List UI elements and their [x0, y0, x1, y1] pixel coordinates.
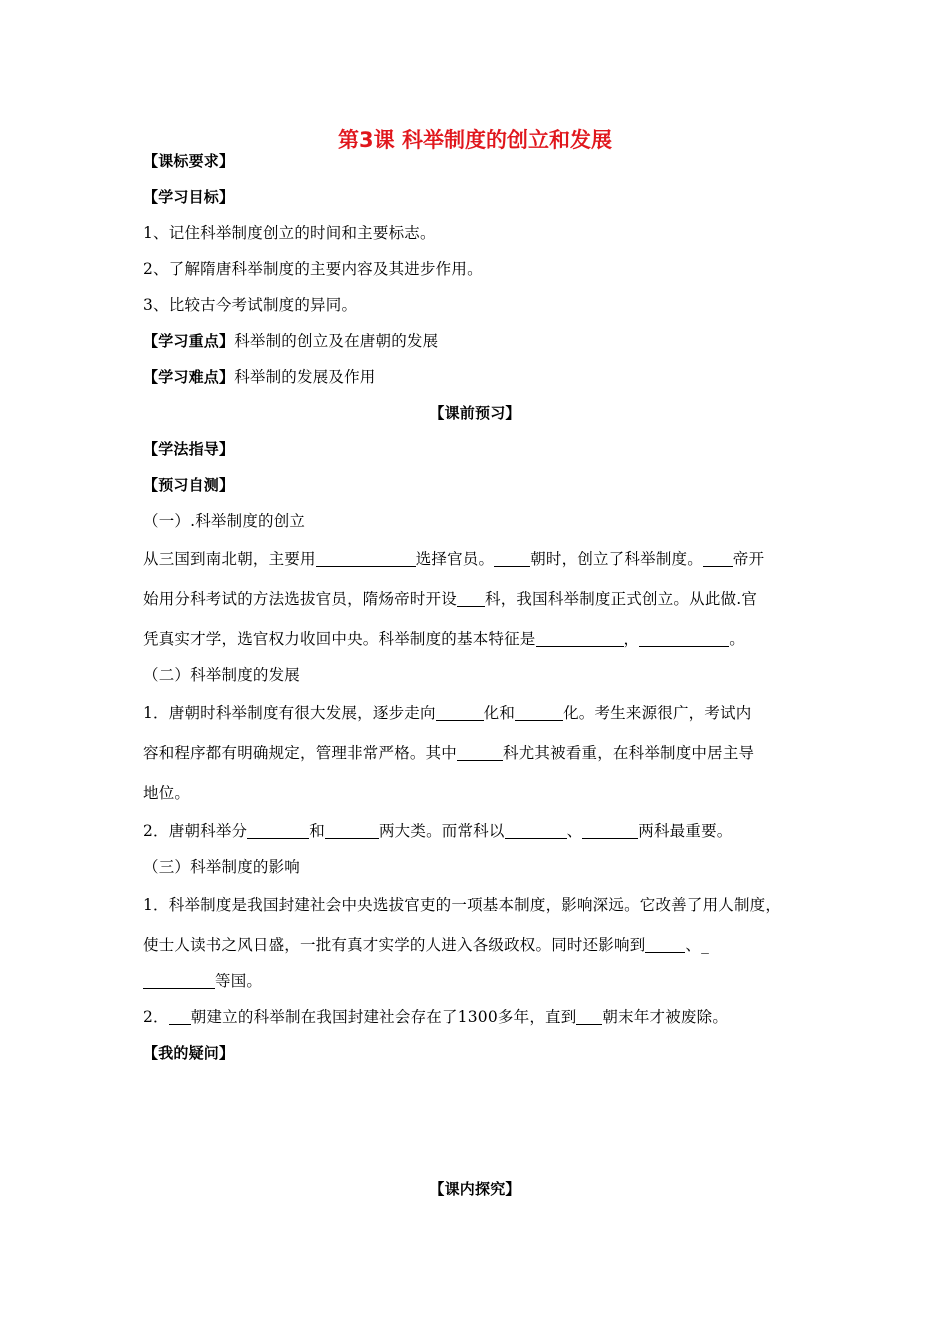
- text-segment: 朝时，创立了科举制度。: [530, 550, 703, 568]
- text-segment: 。: [729, 630, 745, 648]
- blank[interactable]: [494, 550, 530, 567]
- text-segment: 两大类。而常科以: [378, 822, 505, 840]
- objective-item-3: 3、比较古今考试制度的异同。: [143, 296, 358, 314]
- blank[interactable]: [316, 550, 416, 567]
- section-2-line-1: [143, 702, 823, 724]
- text-segment: 容和程序都有明确规定，管理非常严格。其中: [143, 744, 458, 762]
- section-3-line-4: [143, 1006, 823, 1028]
- blank[interactable]: [143, 972, 215, 989]
- blank[interactable]: [703, 550, 733, 567]
- text-segment: 选择官员。: [415, 550, 495, 568]
- objectives-heading: 【学习目标】: [143, 188, 235, 206]
- difficulty-label: 【学习难点】: [143, 368, 235, 386]
- curriculum-heading: 【课标要求】: [143, 152, 235, 170]
- blank[interactable]: [505, 822, 567, 839]
- text-segment: 1．唐朝时科举制度有很大发展，逐步走向: [143, 704, 436, 722]
- section-3-line-2: [143, 934, 823, 956]
- lesson-title: 第3课 科举制度的创立和发展: [338, 128, 612, 152]
- blank[interactable]: [645, 936, 685, 953]
- text-segment: 始用分科考试的方法选拔官员，隋炀帝时开设: [143, 590, 458, 608]
- text-segment: 朝末年才被废除。: [602, 1008, 729, 1026]
- section-3-heading: （三）科举制度的影响: [143, 858, 301, 876]
- blank[interactable]: [515, 704, 563, 721]
- key-point-row: [143, 330, 823, 352]
- text-segment: 科尤其被看重，在科举制度中居主导: [503, 744, 755, 762]
- text-segment: 科，我国科举制度正式创立。从此做.官: [485, 590, 758, 608]
- self-test-heading: 【预习自测】: [143, 476, 235, 494]
- section-2-line-2: [143, 742, 823, 764]
- text-segment: 2．唐朝科举分: [143, 822, 248, 840]
- blank[interactable]: [247, 822, 309, 839]
- objective-item-1: 1、记住科举制度创立的时间和主要标志。: [143, 224, 436, 242]
- questions-heading: 【我的疑问】: [143, 1044, 235, 1062]
- section-1-line-1: [143, 548, 823, 570]
- key-point-text: 科举制的创立及在唐朝的发展: [234, 332, 439, 350]
- section-1-line-2: [143, 588, 823, 610]
- text-segment: 朝建立的科举制在我国封建社会存在了1300多年，直到: [190, 1008, 577, 1026]
- blank[interactable]: [536, 630, 624, 647]
- section-2-line-3: 地位。: [143, 784, 191, 802]
- blank[interactable]: [325, 822, 379, 839]
- blank[interactable]: [169, 1008, 191, 1025]
- section-2-line-4: [143, 820, 823, 842]
- difficulty-row: [143, 366, 823, 388]
- text-segment: 和: [309, 822, 325, 840]
- inquiry-heading: 【课内探究】: [429, 1180, 521, 1198]
- text-segment: 、_: [685, 936, 710, 954]
- text-segment: 化。考生来源很广，考试内: [563, 704, 752, 722]
- blank[interactable]: [576, 1008, 602, 1025]
- blank[interactable]: [582, 822, 638, 839]
- blank[interactable]: [457, 590, 485, 607]
- section-3-line-3: [143, 970, 823, 992]
- difficulty-text: 科举制的发展及作用: [234, 368, 376, 386]
- blank[interactable]: [436, 704, 484, 721]
- section-1-heading: （一）.科举制度的创立: [143, 512, 306, 530]
- text-segment: 使士人读书之风日盛，一批有真才实学的人进入各级政权。同时还影响到: [143, 936, 646, 954]
- objective-item-2: 2、了解隋唐科举制度的主要内容及其进步作用。: [143, 260, 483, 278]
- blank[interactable]: [639, 630, 729, 647]
- method-heading: 【学法指导】: [143, 440, 235, 458]
- section-2-heading: （二）科举制度的发展: [143, 666, 301, 684]
- preview-heading: 【课前预习】: [429, 404, 521, 422]
- text-segment: 凭真实才学，选官权力收回中央。科举制度的基本特征是: [143, 630, 536, 648]
- text-segment: 从三国到南北朝，主要用: [143, 550, 316, 568]
- section-1-line-3: [143, 628, 823, 650]
- key-point-label: 【学习重点】: [143, 332, 235, 350]
- text-segment: 化和: [483, 704, 516, 722]
- text-segment: 2．: [143, 1008, 169, 1026]
- text-segment: 帝开: [732, 550, 765, 568]
- blank[interactable]: [457, 744, 503, 761]
- text-segment: ，: [623, 630, 640, 648]
- text-segment: 两科最重要。: [638, 822, 733, 840]
- text-segment: 、: [566, 822, 583, 840]
- text-segment: 等国。: [215, 972, 263, 990]
- section-3-line-1: 1．科举制度是我国封建社会中央选拔官吏的一项基本制度，影响深远。它改善了用人制度，: [143, 896, 782, 914]
